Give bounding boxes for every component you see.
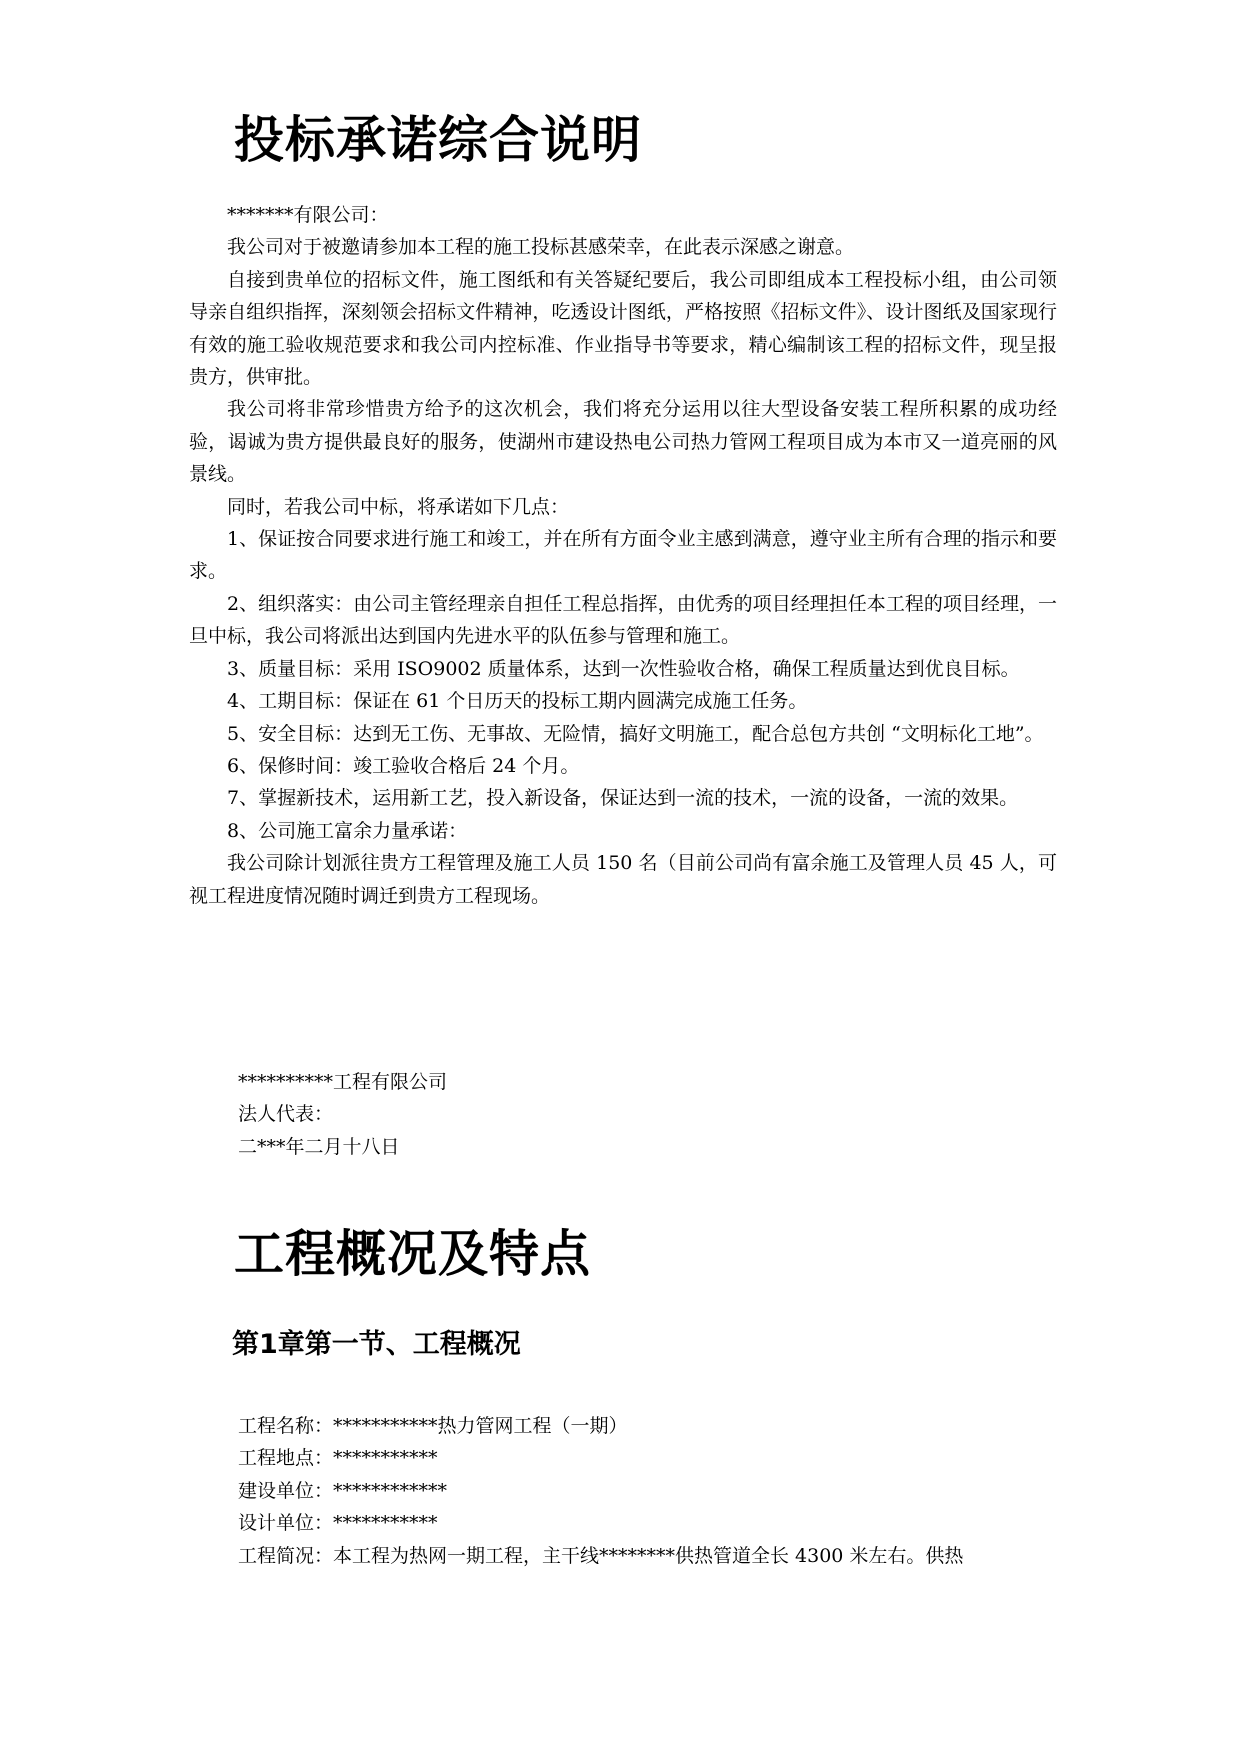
section-title-bid-commitment: 投标承诺综合说明: [234, 111, 642, 169]
project-designer: 设计单位：***********: [238, 1512, 438, 1535]
signature-company: **********工程有限公司: [238, 1071, 448, 1093]
salutation: *******有限公司：: [227, 204, 389, 226]
commitment-item-5: 5、安全目标：达到无工伤、无事故、无险情，搞好文明施工，配合总包方共创 “文明标化工地”。: [227, 722, 1044, 745]
chapter-title: 第1章第一节、工程概况: [232, 1329, 521, 1360]
commitment-item-6: 6、保修时间：竣工验收合格后 24 个月。: [227, 754, 580, 777]
commitment-item-7: 7、掌握新技术，运用新工艺，投入新设备，保证达到一流的技术，一流的设备，一流的效果。: [227, 787, 1019, 810]
section-title-project-overview: 工程概况及特点: [234, 1225, 591, 1283]
commitment-item-2: 2、组织落实：由公司主管经理亲自担任工程总指挥，由优秀的项目经理担任本工程的项目经理，一旦中标，我公司将派出达到国内先进水平的队伍参与管理和施工。: [189, 592, 1057, 648]
commitment-item-3: 3、质量目标：采用 ISO9002 质量体系，达到一次性验收合格，确保工程质量达到优良目标。: [227, 657, 1020, 680]
project-name: 工程名称：***********热力管网工程（一期）: [238, 1415, 628, 1437]
commitment-item-8: 8、公司施工富余力量承诺：: [227, 819, 468, 842]
paragraph: 同时，若我公司中标，将承诺如下几点：: [227, 495, 570, 518]
commitment-item-4: 4、工期目标：保证在 61 个日历天的投标工期内圆满完成施工任务。: [227, 690, 808, 713]
signature-block: [238, 1066, 447, 1163]
commitment-body: [189, 199, 1057, 912]
project-builder: 建设单位：************: [238, 1479, 448, 1502]
commitment-item-1: 1、保证按合同要求进行施工和竣工，并在所有方面令业主感到满意，遵守业主所有合理的指示和要求。: [189, 528, 1057, 583]
paragraph: 我公司对于被邀请参加本工程的施工投标甚感荣幸，在此表示深感之谢意。: [227, 236, 855, 259]
project-location: 工程地点：***********: [238, 1447, 438, 1470]
paragraph: 自接到贵单位的招标文件，施工图纸和有关答疑纪要后，我公司即组成本工程投标小组，由公司领导亲自组织指挥，深刻领会招标文件精神，吃透设计图纸，严格按照《招标文件》、设计图纸及国家现行有效的施工验收规范要求和我公司内控标准、作业指导书等要求，精心编制该工程的招标文件，现呈报贵方，供审批。: [189, 268, 1057, 389]
project-summary: 工程简况：本工程为热网一期工程，主干线********供热管道全长 4300 米左右。供热: [238, 1544, 964, 1567]
project-info: [238, 1410, 963, 1572]
signature-date: 二***年二月十八日: [238, 1135, 400, 1158]
paragraph: 我公司除计划派往贵方工程管理及施工人员 150 名（目前公司尚有富余施工及管理人员 45 人，可视工程进度情况随时调迁到贵方工程现场。: [189, 852, 1057, 907]
signature-legal-rep: 法人代表：: [238, 1103, 334, 1126]
paragraph: 我公司将非常珍惜贵方给予的这次机会，我们将充分运用以往大型设备安装工程所积累的成功经验，谒诚为贵方提供最良好的服务，使湖州市建设热电公司热力管网工程项目成为本市又一道亮丽的风景线。: [189, 398, 1057, 486]
